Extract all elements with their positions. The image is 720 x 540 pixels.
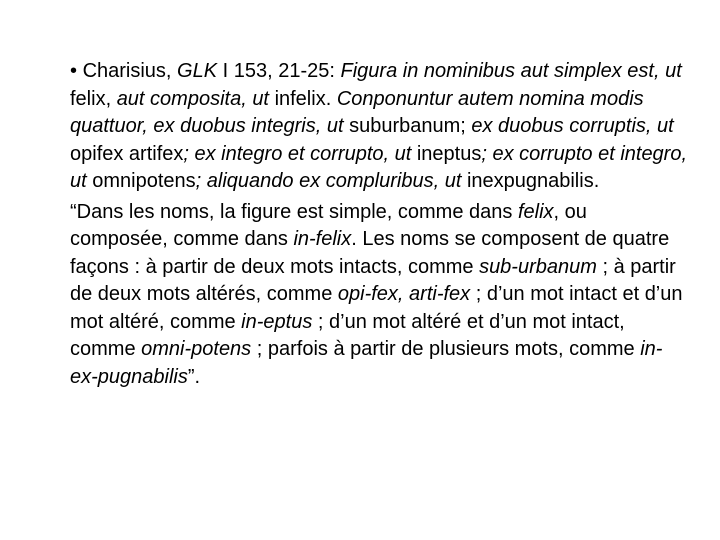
italic-text-segment: Conponuntur autem nomina modis quattuor, ex duobus integris, ut [70, 87, 644, 137]
text-segment: Charisius, [77, 60, 178, 82]
italic-text-segment: ; aliquando ex compluribus, ut [195, 170, 467, 192]
italic-text-segment: in-eptus [241, 310, 313, 333]
text-segment: suburbanum; [349, 115, 472, 137]
text-segment: ; à partir de deux mots altérés, comme [70, 255, 676, 305]
italic-text-segment: in-ex-pugnabilis [70, 338, 663, 388]
latin-quote-paragraph [70, 58, 690, 196]
text-segment: . Les noms se composent de quatre façons : à partir de deux mots intacts, comme [70, 228, 670, 278]
text-segment: inexpugnabilis. [466, 170, 600, 192]
italic-text-segment: in-felix [293, 228, 352, 250]
italic-text-segment: sub-urbanum [479, 255, 597, 278]
text-segment: omnipotens [92, 170, 196, 192]
text-segment: opifex artifex [70, 142, 184, 165]
text-segment: ; d’un mot intact et d’un mot altéré, comme [70, 283, 683, 333]
text-segment: ineptus [416, 142, 482, 165]
italic-text-segment: omni-potens [141, 338, 252, 360]
text-segment: , ou composée, comme dans [70, 200, 587, 250]
italic-text-segment: GLK [177, 60, 218, 82]
italic-text-segment: opi-fex, arti-fex [337, 283, 471, 305]
italic-text-segment: Figura in nominibus aut simplex est, ut [340, 60, 682, 82]
italic-text-segment: ; ex integro et corrupto, ut [183, 142, 417, 165]
text-segment: infelix. [274, 87, 337, 110]
italic-text-segment: ; ex corrupto et integro, ut [70, 142, 688, 192]
text-segment: felix, [70, 87, 117, 110]
text-segment: ; parfois à partir de plusieurs mots, comme [251, 338, 641, 360]
italic-text-segment: ex duobus corruptis, ut [471, 115, 674, 137]
italic-text-segment: aut composita, ut [116, 87, 275, 110]
french-translation-paragraph [70, 199, 690, 392]
text-segment: ; d’un mot altéré et d’un mot intact, comme [70, 310, 625, 360]
text-segment: ”. [187, 365, 201, 388]
text-segment: I 153, 21-25: [217, 60, 341, 82]
text-segment: “Dans les noms, la figure est simple, comme dans [70, 200, 518, 223]
bullet: • [70, 60, 78, 82]
italic-text-segment: felix [517, 200, 554, 223]
text-block [70, 58, 690, 391]
